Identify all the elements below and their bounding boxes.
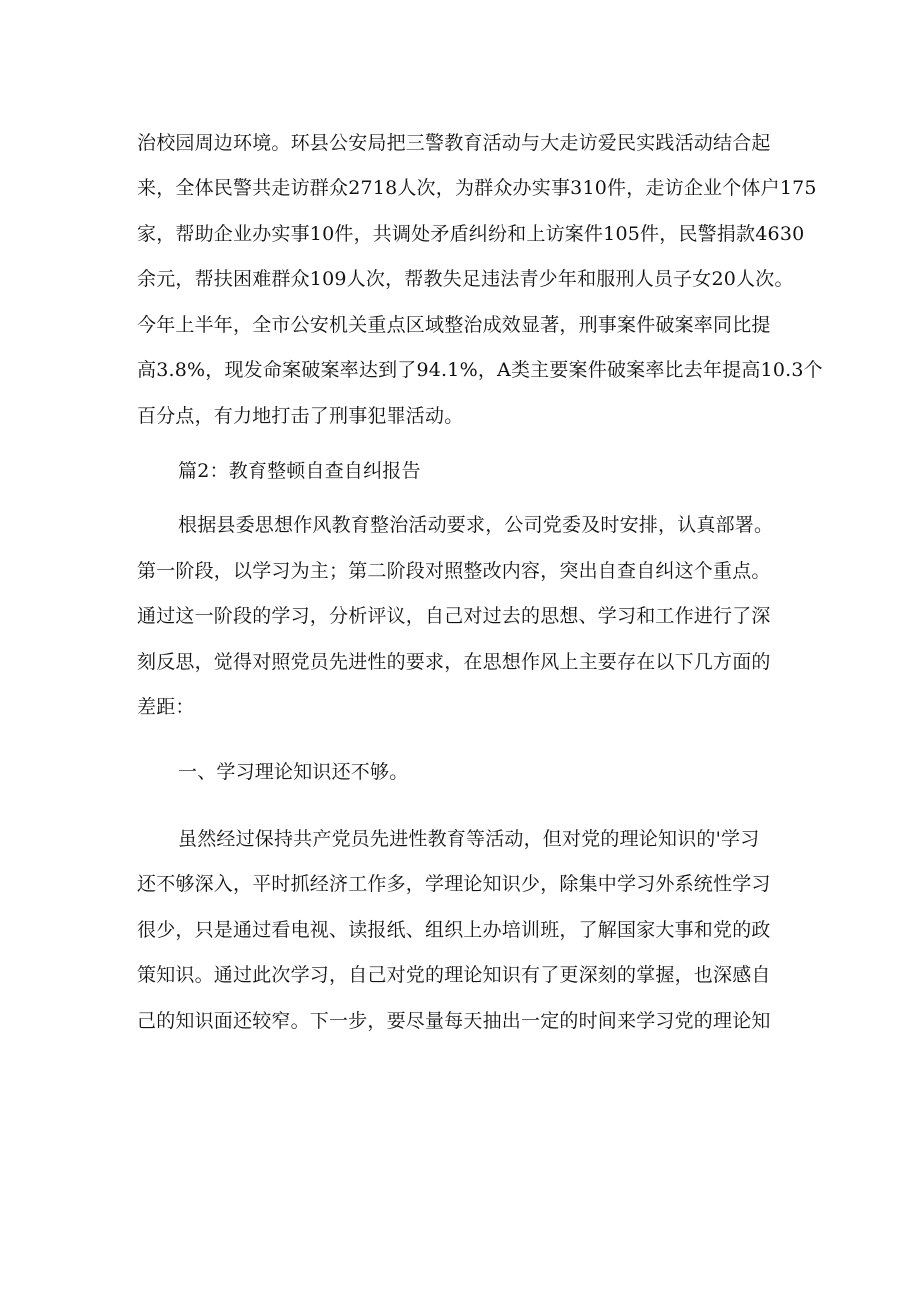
text-line: 根据县委思想作风教育整治活动要求，公司党委及时安排，认真部署。 [178, 514, 774, 536]
section-heading: 篇2：教育整顿自查自纠报告 [178, 460, 421, 482]
text-line: 来，全体民警共走访群众2718人次，为群众办实事310件，走访企业个体户175 [137, 177, 817, 199]
text-line: 家，帮助企业办实事10件，共调处矛盾纠纷和上访案件105件，民警捐款4630 [137, 223, 805, 245]
text-line: 很少，只是通过看电视、读报纸、组织上办培训班，了解国家大事和党的政 [137, 919, 771, 941]
text-line: 策知识。通过此次学习，自己对党的理论知识有了更深刻的掌握，也深感自 [137, 964, 771, 986]
text-line: 差距： [137, 696, 195, 718]
text-line: 还不够深入，平时抓经济工作多，学理论知识少，除集中学习外系统性学习 [137, 873, 771, 895]
text-line: 通过这一阶段的学习，分析评议，自己对过去的思想、学习和工作进行了深 [137, 605, 771, 627]
text-line: 虽然经过保持共产党员先进性教育等活动，但对党的理论知识的'学习 [178, 828, 760, 850]
text-line: 治校园周边环境。环县公安局把三警教育活动与大走访爱民实践活动结合起 [137, 132, 771, 154]
text-line: 己的知识面还较窄。下一步，要尽量每天抽出一定的时间来学习党的理论知 [137, 1010, 771, 1032]
text-line: 高3.8%，现发命案破案率达到了94.1%，A类主要案件破案率比去年提高10.3个 [137, 359, 823, 381]
text-line: 第一阶段，以学习为主；第二阶段对照整改内容，突出自查自纠这个重点。 [137, 560, 771, 582]
text-line: 刻反思，觉得对照党员先进性的要求，在思想作风上主要存在以下几方面的 [137, 651, 771, 673]
text-line: 百分点，有力地打击了刑事犯罪活动。 [137, 405, 464, 427]
text-line: 今年上半年，全市公安机关重点区域整治成效显著，刑事案件破案率同比提 [137, 314, 771, 336]
subsection-heading: 一、学习理论知识还不够。 [178, 761, 409, 783]
text-line: 余元，帮扶困难群众109人次，帮教失足违法青少年和服刑人员子女20人次。 [137, 268, 794, 290]
